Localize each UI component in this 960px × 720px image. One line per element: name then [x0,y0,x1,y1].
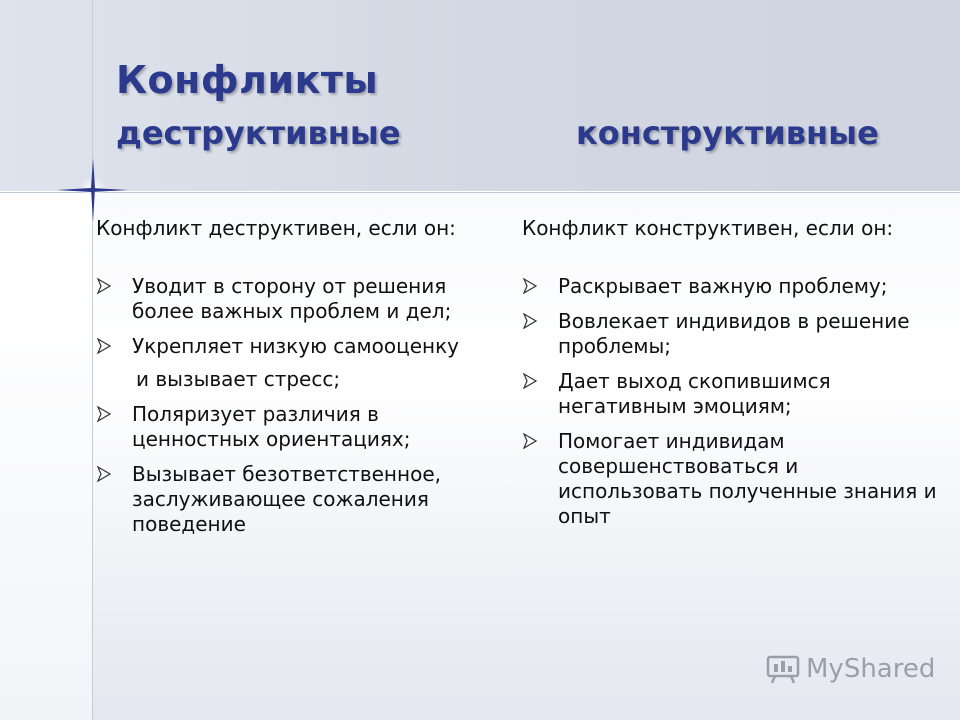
arrow-bullet-icon [97,466,111,482]
arrow-bullet-icon [523,433,537,449]
arrow-bullet-icon [523,278,537,294]
list-item [522,369,942,419]
list-item-text: Дает выход скопившимся негативным эмоциям; [558,369,831,418]
list-item-text: Вовлекает индивидов в решение проблемы; [558,309,910,358]
list-item [522,309,942,359]
list-item-text: Поляризует различия в ценностных ориентациях; [132,402,411,451]
list-item-text: Вызывает безответственное, заслуживающее сожаления поведение [132,462,441,536]
arrow-bullet-icon [523,373,537,389]
list-item-text: Укрепляет низкую самооценку [132,334,460,358]
horizontal-divider-shadow [0,192,960,193]
arrow-bullet-icon [97,406,111,422]
list-item-continuation [96,367,496,392]
constructive-list [522,274,942,529]
watermark [766,654,935,684]
destructive-list [96,274,496,537]
list-item [96,462,496,537]
list-item-text: Раскрывает важную проблему; [558,274,888,298]
vertical-divider [92,0,93,720]
subtitle-destructive: деструктивные [116,114,401,152]
destructive-heading: Конфликт деструктивен, если он: [96,216,456,240]
list-item-text: Уводит в сторону от решения более важных проблем и дел; [132,274,452,323]
arrow-bullet-icon [523,313,537,329]
list-item-text: Помогает индивидам совершенствоваться и использовать полученные знания и опыт [558,429,937,528]
constructive-column [522,216,942,539]
slide-title: Конфликты [116,58,379,102]
constructive-heading: Конфликт конструктивен, если он: [522,216,894,240]
list-item [522,274,942,299]
list-item [96,402,496,452]
watermark-text: MyShared [806,654,936,684]
destructive-column [96,216,496,547]
arrow-bullet-icon [97,338,111,354]
list-item [96,334,496,359]
arrow-bullet-icon [97,278,111,294]
list-item [522,429,942,529]
presentation-board-icon [766,654,800,684]
subtitle-constructive: конструктивные [576,114,879,152]
list-item [96,274,496,324]
list-item-text: и вызывает стресс; [136,367,341,391]
